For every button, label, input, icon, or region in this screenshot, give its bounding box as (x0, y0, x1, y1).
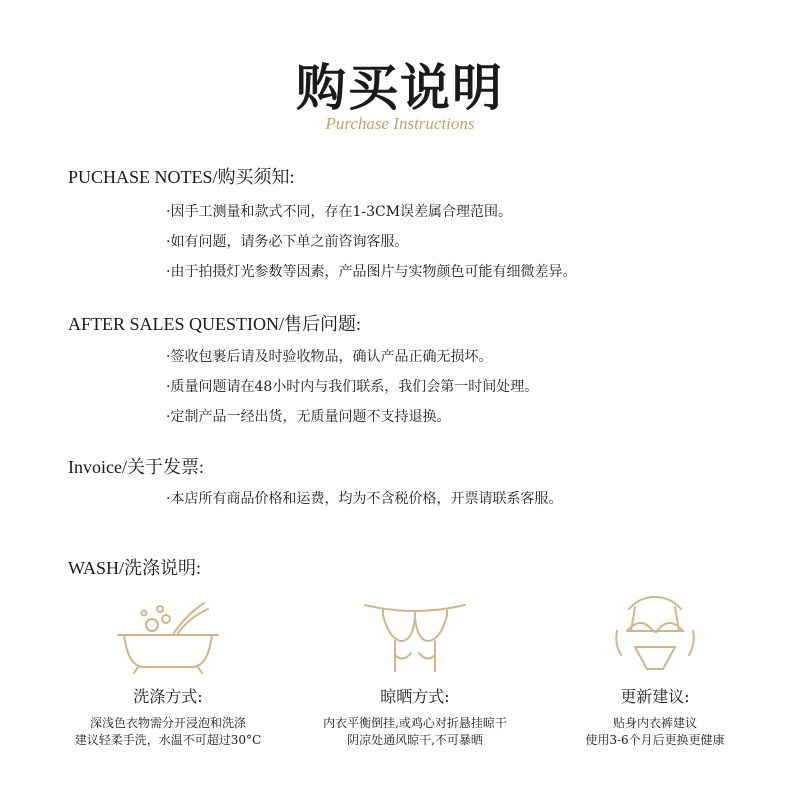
drying-method-line: 内衣平衡倒挂,或鸡心对折悬挂晾干 (323, 716, 507, 730)
wash-method-line: 深浅色衣物需分开浸泡和洗涤 (89, 716, 246, 730)
drying-method-title: 晾晒方式: (380, 687, 450, 706)
bra-underwear-icon (595, 595, 715, 675)
after-sales-item: ·定制产品一经出货，无质量问题不支持退换。 (166, 409, 451, 425)
wash-method-line: 建议轻柔手洗，水温不可超过30°C (74, 733, 262, 747)
invoice-heading: Invoice/关于发票: (68, 457, 204, 477)
after-sales-item: ·签收包裹后请及时验收物品，确认产品正确无损坏。 (166, 349, 493, 365)
after-sales-item: ·质量问题请在48小时内与我们联系，我们会第一时间处理。 (166, 379, 539, 395)
after-sales-heading: AFTER SALES QUESTION/售后问题: (68, 314, 362, 334)
wash-method-column (53, 595, 283, 749)
page-title: 购买说明 (296, 58, 504, 117)
purchase-note-item: ·由于拍摄灯光参数等因素，产品图片与实物颜色可能有细微差异。 (166, 264, 577, 280)
purchase-note-item: ·因手工测量和款式不同，存在1-3CM误差属合理范围。 (166, 204, 513, 220)
invoice-item: ·本店所有商品价格和运费，均为不含税价格，开票请联系客服。 (166, 491, 563, 507)
washing-basin-icon (108, 595, 228, 675)
drying-method-line: 阴凉处通风晾干,不可暴晒 (347, 733, 483, 747)
wash-heading: WASH/洗涤说明: (68, 558, 202, 578)
purchase-note-item: ·如有问题，请务必下单之前咨询客服。 (166, 234, 409, 250)
replacement-advice-line: 使用3-6个月后更换更健康 (585, 733, 725, 747)
purchase-notes-heading: PUCHASE NOTES/购买须知: (68, 167, 295, 187)
wash-method-title: 洗涤方式: (133, 687, 203, 706)
hanging-clothes-icon (355, 595, 475, 675)
replacement-advice-column (540, 595, 770, 749)
replacement-advice-line: 贴身内衣裤建议 (612, 716, 697, 730)
replacement-advice-title: 更新建议: (620, 687, 690, 706)
drying-method-column (300, 595, 530, 749)
page-subtitle: Purchase Instructions (325, 114, 475, 133)
